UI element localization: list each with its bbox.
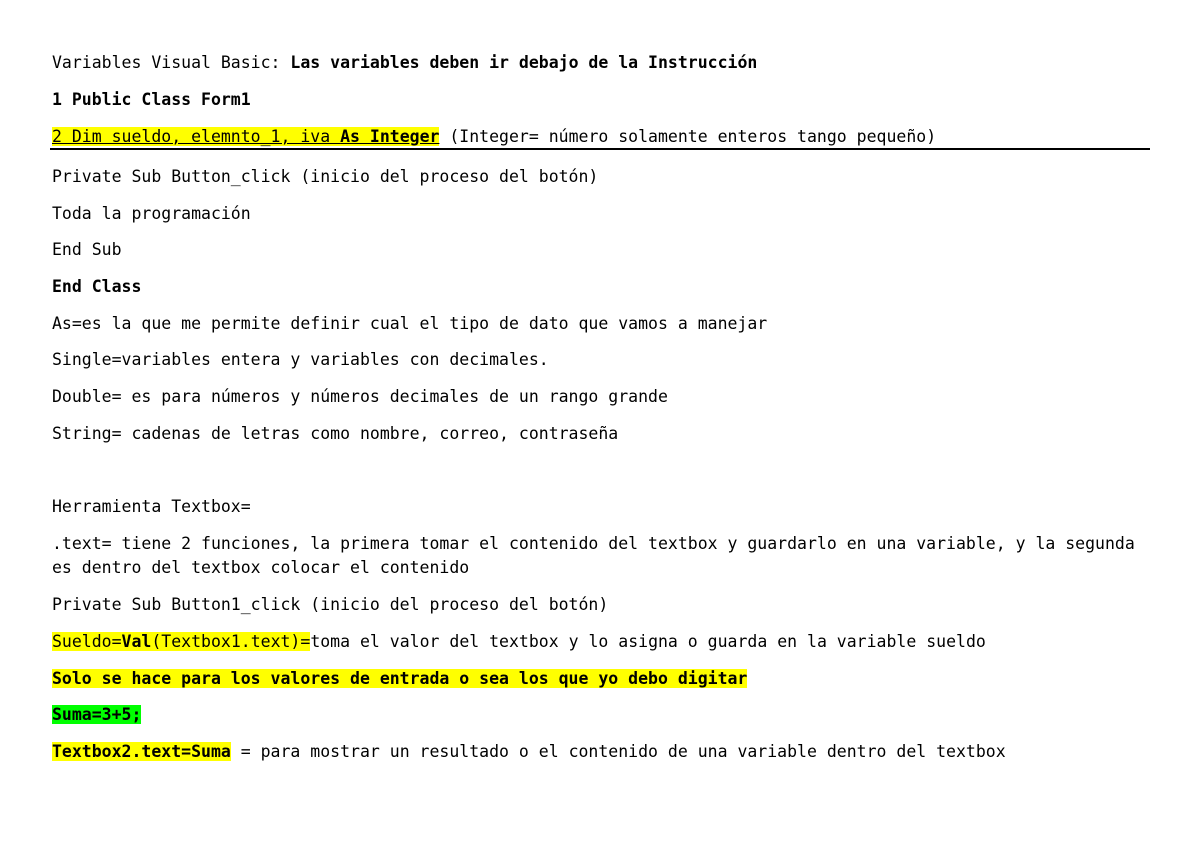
- title-line: [52, 53, 757, 73]
- sueldo-assign: Sueldo=: [52, 632, 122, 651]
- dim-code-highlight: [52, 127, 439, 146]
- dim-line: [52, 127, 936, 147]
- string-definition-line: String= cadenas de letras como nombre, correo, contraseña: [52, 424, 619, 443]
- textbox-heading-line: Herramienta Textbox=: [52, 497, 251, 516]
- val-function: Val: [121, 632, 152, 651]
- as-definition-line: As=es la que me permite definir cual el tipo de dato que vamos a manejar: [52, 314, 768, 333]
- input-values-highlight: Solo se hace para los valores de entrada o sea los que yo debo digitar: [52, 669, 748, 688]
- dim-code: 2 Dim sueldo, elemnto_1, iva: [52, 127, 341, 146]
- textbox1-text: (Textbox1.text)=: [151, 632, 311, 651]
- double-definition-line: Double= es para números y números decimales de un rango grande: [52, 387, 668, 406]
- text-property-paragraph: .text= tiene 2 funciones, la primera tomar el contenido del textbox y guardarlo en una variable, y la segunda es dentro del textbox colocar el contenido: [52, 534, 1135, 577]
- sueldo-explanation: toma el valor del textbox y lo asigna o guarda en la variable sueldo: [310, 632, 986, 651]
- end-sub-line: End Sub: [52, 240, 122, 259]
- suma-line: [52, 705, 141, 725]
- public-class-line: 1 Public Class Form1: [52, 90, 251, 109]
- horizontal-divider: [50, 148, 1150, 150]
- title-prefix: Variables Visual Basic:: [52, 53, 291, 72]
- integer-note: (Integer= número solamente enteros tango pequeño): [439, 127, 937, 146]
- sueldo-val-line: [52, 632, 986, 652]
- input-values-note: [52, 669, 747, 689]
- textbox2-code-highlight: Textbox2.text=Suma: [52, 742, 231, 761]
- end-class-line: End Class: [52, 277, 142, 296]
- textbox2-line: [52, 742, 1006, 762]
- private-sub-button1-line: Private Sub Button1_click (inicio del proceso del botón): [52, 595, 609, 614]
- sueldo-val-highlight: [52, 632, 310, 651]
- title-bold-note: Las variables deben ir debajo de la Instrucción: [290, 53, 758, 72]
- as-integer-keyword: As Integer: [340, 127, 440, 146]
- private-sub-line: Private Sub Button_click (inicio del proceso del botón): [52, 167, 599, 186]
- suma-highlight: Suma=3+5;: [52, 705, 142, 724]
- textbox2-explanation: = para mostrar un resultado o el contenido de una variable dentro del textbox: [230, 742, 1006, 761]
- programming-line: Toda la programación: [52, 204, 251, 223]
- single-definition-line: Single=variables entera y variables con decimales.: [52, 350, 549, 369]
